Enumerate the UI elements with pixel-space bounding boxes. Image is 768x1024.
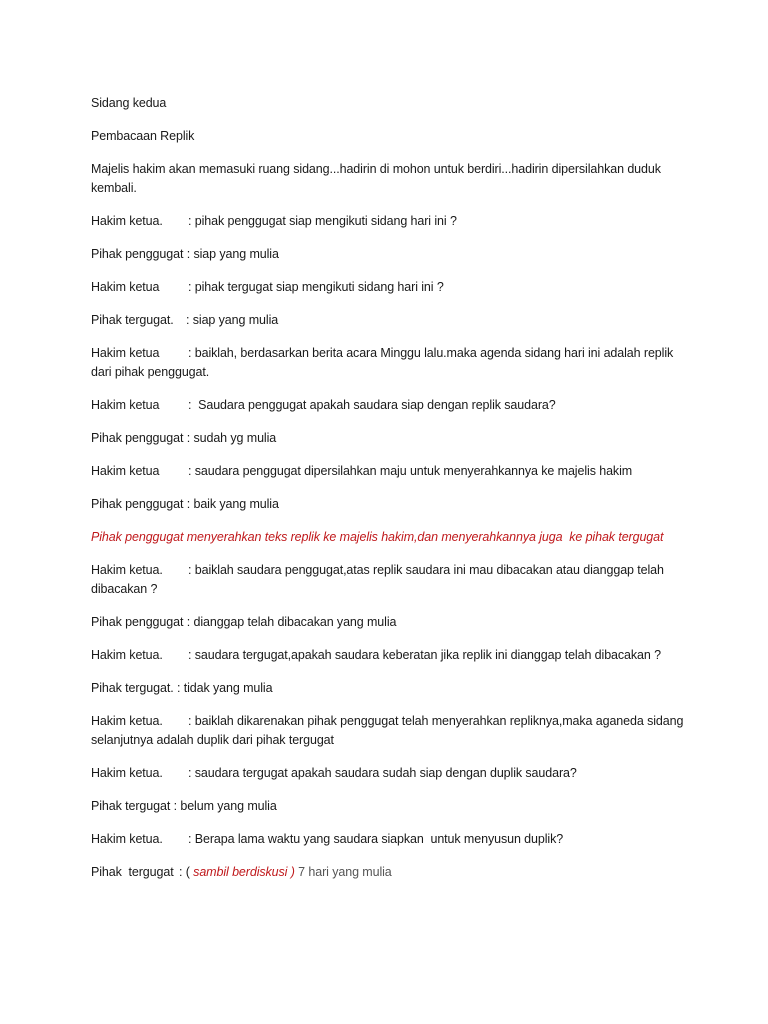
speaker-label: Pihak tergugat xyxy=(91,799,171,813)
speaker-label: Hakim ketua xyxy=(91,464,160,478)
dialogue-text: : pihak tergugat siap mengikuti sidang hari ini ? xyxy=(188,280,444,294)
speaker-label: Pihak tergugat xyxy=(91,865,174,879)
speaker-label: Hakim ketua. xyxy=(91,563,163,577)
dialogue-text: : siap yang mulia xyxy=(186,313,279,327)
dialogue-text: : baiklah dikarenakan pihak penggugat telah menyerahkan repliknya,maka aganeda sidang selanjutnya adalah duplik dari pihak tergugat xyxy=(91,714,687,747)
dialogue-line xyxy=(91,679,691,698)
dialogue-text: : saudara tergugat apakah saudara sudah siap dengan duplik saudara? xyxy=(188,766,577,780)
final-dialogue-line xyxy=(91,863,691,882)
speaker-label: Pihak penggugat xyxy=(91,615,184,629)
speaker-label: Hakim ketua xyxy=(91,398,160,412)
dialogue-text: : pihak penggugat siap mengikuti sidang hari ini ? xyxy=(188,214,457,228)
dialogue-line xyxy=(91,245,691,264)
intro-paragraph: Majelis hakim akan memasuki ruang sidang...hadirin di mohon untuk berdiri...hadirin dipersilahkan duduk kembali. xyxy=(91,162,665,195)
dialogue-line xyxy=(91,495,691,514)
dialogue-line xyxy=(91,311,691,330)
stage-direction-inline: sambil berdiskusi ) xyxy=(189,865,295,879)
dialogue-text: : baiklah saudara penggugat,atas replik saudara ini mau dibacakan atau dianggap telah dibacakan ? xyxy=(91,563,668,596)
speaker-label: Hakim ketua. xyxy=(91,714,163,728)
document-page xyxy=(91,94,691,896)
dialogue-text: : dianggap telah dibacakan yang mulia xyxy=(183,615,397,629)
dialogue-text: : baik yang mulia xyxy=(183,497,279,511)
speaker-label: Pihak penggugat xyxy=(91,431,184,445)
dialogue-text: : Saudara penggugat apakah saudara siap dengan replik saudara? xyxy=(188,398,556,412)
dialogue-text: : Berapa lama waktu yang saudara siapkan untuk menyusun duplik? xyxy=(188,832,564,846)
dialogue-text: : sudah yg mulia xyxy=(183,431,277,445)
speaker-label: Hakim ketua. xyxy=(91,214,163,228)
colon-paren: : ( xyxy=(179,865,190,879)
speaker-label: Pihak tergugat. xyxy=(91,681,174,695)
dialogue-line xyxy=(91,712,691,750)
dialogue-line xyxy=(91,613,691,632)
heading-sidang: Sidang kedua xyxy=(91,96,167,110)
speaker-label: Hakim ketua xyxy=(91,280,160,294)
answer-text: 7 hari yang mulia xyxy=(298,865,392,879)
dialogue-line xyxy=(91,344,691,382)
dialogue-line xyxy=(91,830,691,849)
speaker-label: Pihak penggugat xyxy=(91,247,184,261)
speaker-label: Hakim ketua xyxy=(91,346,160,360)
stage-direction: Pihak penggugat menyerahkan teks replik ke majelis hakim,dan menyerahkannya juga ke pihak tergugat xyxy=(91,530,664,544)
dialogue-line xyxy=(91,764,691,783)
dialogue-text: : saudara penggugat dipersilahkan maju untuk menyerahkannya ke majelis hakim xyxy=(188,464,633,478)
speaker-label: Hakim ketua. xyxy=(91,832,163,846)
speaker-label: Hakim ketua. xyxy=(91,766,163,780)
dialogue-line xyxy=(91,396,691,415)
dialogue-line xyxy=(91,278,691,297)
dialogue-line xyxy=(91,561,691,599)
dialogue-line xyxy=(91,797,691,816)
dialogue-text: : tidak yang mulia xyxy=(173,681,273,695)
heading-pembacaan: Pembacaan Replik xyxy=(91,129,195,143)
dialogue-line xyxy=(91,212,691,231)
dialogue-line xyxy=(91,646,691,665)
dialogue-line xyxy=(91,462,691,481)
dialogue-line xyxy=(91,429,691,448)
speaker-label: Hakim ketua. xyxy=(91,648,163,662)
dialogue-text: : baiklah, berdasarkan berita acara Minggu lalu.maka agenda sidang hari ini adalah replik dari pihak penggugat. xyxy=(91,346,677,379)
dialogue-text: : belum yang mulia xyxy=(170,799,277,813)
speaker-label: Pihak penggugat xyxy=(91,497,184,511)
speaker-label: Pihak tergugat. xyxy=(91,313,174,327)
dialogue-text: : saudara tergugat,apakah saudara keberatan jika replik ini dianggap telah dibacakan ? xyxy=(188,648,661,662)
dialogue-text: : siap yang mulia xyxy=(183,247,279,261)
